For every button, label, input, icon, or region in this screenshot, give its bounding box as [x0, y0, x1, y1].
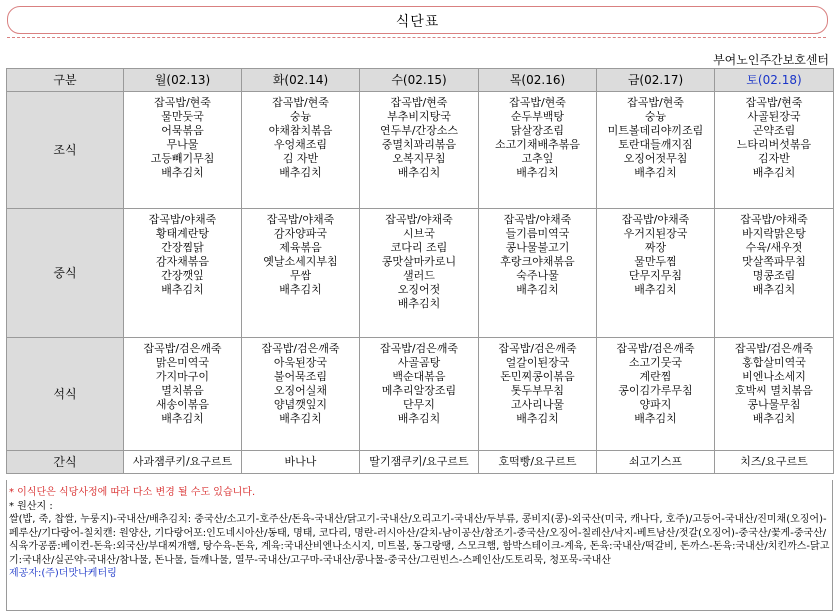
menu-item: 잡곡밥/검은깨죽: [616, 342, 695, 355]
menu-cell: [715, 209, 834, 338]
menu-item: 고사리나물: [510, 398, 565, 411]
menu-item: 가지마구이: [155, 370, 210, 383]
origin-label: * 원산지 :: [9, 500, 53, 512]
snack-cell: 쇠고기스프: [597, 451, 715, 474]
menu-item: 아욱된장국: [273, 356, 328, 369]
menu-item: 감자채볶음: [155, 255, 210, 268]
menu-item: 숭늉: [289, 110, 312, 123]
menu-item: 잡곡밥/야채죽: [148, 213, 217, 226]
menu-item: 제육볶음: [279, 241, 322, 254]
page-title: 식단표: [395, 14, 440, 30]
menu-item: 들기름미역국: [505, 227, 570, 240]
menu-cell: [124, 209, 242, 338]
menu-item: 느타리버섯볶음: [736, 138, 812, 151]
menu-item: 샐러드: [403, 269, 435, 282]
header-day-tue: 화(02.14): [242, 69, 360, 92]
menu-item: 홍합살미역국: [742, 356, 806, 369]
menu-item: 시브국: [403, 227, 435, 240]
menu-cell: [242, 92, 360, 209]
notes-section: [6, 480, 833, 611]
menu-item: 닭살장조림: [510, 124, 565, 137]
menu-item: 배추김치: [634, 283, 677, 296]
menu-item: 배추김치: [634, 166, 677, 179]
snack-cell: 바나나: [242, 451, 360, 474]
menu-item: 미트볼데리야끼조림: [607, 124, 704, 137]
menu-item: 고등빼기무침: [150, 152, 215, 165]
header-day-wed: 수(02.15): [360, 69, 479, 92]
menu-item: 사골된장국: [747, 110, 801, 123]
menu-item: 백순대볶음: [392, 370, 446, 383]
menu-cell: [597, 209, 715, 338]
row-label-snack: 간식: [7, 451, 124, 474]
menu-item: 잡곡밥/야채죽: [621, 213, 690, 226]
menu-item: 잡곡밥/검은깨죽: [379, 342, 459, 355]
menu-item: 배추김치: [752, 283, 796, 296]
menu-item: 옛날소세지부침: [263, 255, 338, 268]
menu-item: 우엉채조림: [273, 138, 328, 151]
menu-item: 콩맛살마카로니: [381, 255, 457, 268]
menu-item: 콩나물불고기: [505, 241, 570, 254]
lunch-row: [7, 209, 834, 338]
menu-item: 잡곡밥/현죽: [272, 96, 329, 109]
row-label-lunch: 중식: [7, 209, 124, 338]
menu-item: 비엔나소세지: [742, 370, 806, 383]
menu-item: 바지락맑은탕: [742, 227, 806, 240]
origin-details: 쌀(밥, 죽, 찹쌀, 누룽지)-국내산/배추김치: 중국산/소고기-호주산/돈육-국내산/닭고기-국내산/오리고기-국내산/두부류, 콩비지(콩)-외국산(미국, 캐나다, 호주)/고등어-국내산/진미채(오징어)-페루산/기다랑어-칠치캔: 원양산, 기다랑어포:인도네시아산/동태, 명태, 코다리, 명란-러시아산/갈치-남이공산/참조기-중국산/오징어-칠레산/낙지-베트남산/젓갈(오징어)-중국산/꽃게-중국산/식육가공품:베이컨-돈육:외국산/부대찌개햄, 탕수육-돈육, 계육:국내산비엔나소시지, 미트볼, 동그랑땡, 스모크햄, 함박스테이크-계육, 돈육:국내산/떡갈비, 돈까스-돈육:국내산/치킨까스-닭고기:국내산/실곤약-국내산/참나물, 돈나물, 들깨나물, 열무-국내산/고구마-국내산/콩나물-중국산/그린빈스-스페인산/도토리묵, 청포묵-국내산: [9, 514, 830, 566]
menu-item: 김자반: [758, 152, 790, 165]
menu-item: 호박씨 멸치볶음: [735, 384, 813, 397]
change-notice: * 이식단은 식당사정에 따라 다소 변경 될 수도 있습니다.: [9, 487, 256, 498]
menu-item: 양념깻잎지: [273, 398, 328, 411]
menu-item: 곤약조림: [752, 124, 796, 137]
row-label-dinner: 석식: [7, 338, 124, 451]
menu-item: 불어묵조림: [273, 370, 328, 383]
menu-item: 수육/새우젓: [745, 241, 803, 254]
title-divider: [7, 37, 826, 38]
menu-cell: [597, 338, 715, 451]
header-row: [7, 69, 834, 92]
snack-row: [7, 451, 834, 474]
menu-item: 황태계란탕: [155, 227, 210, 240]
menu-item: 돈민찌콩이볶음: [500, 370, 575, 383]
menu-cell: [715, 92, 834, 209]
menu-item: 배추김치: [397, 412, 441, 425]
menu-item: 고추잎: [521, 152, 554, 165]
menu-item: 메추리알장조림: [381, 384, 457, 397]
menu-item: 배추김치: [752, 166, 796, 179]
menu-cell: [715, 338, 834, 451]
snack-cell: 사과잼쿠키/요구르트: [124, 451, 242, 474]
menu-item: 잡곡밥/현죽: [154, 96, 211, 109]
menu-item: 숙주나물: [516, 269, 559, 282]
menu-item: 후랑크야채볶음: [500, 255, 575, 268]
provider-label: 제공자:(주)더맛나케터링: [9, 568, 117, 579]
menu-item: 배추김치: [279, 412, 322, 425]
menu-item: 연두부/간장소스: [379, 124, 459, 137]
menu-item: 배추김치: [161, 283, 204, 296]
organization-name: 부여노인주간보호센터: [713, 53, 829, 67]
header-day-sat: 토(02.18): [715, 69, 834, 92]
menu-item: 부추비지탕국: [387, 110, 451, 123]
header-day-mon: 월(02.13): [124, 69, 242, 92]
snack-cell: 딸기잼쿠키/요구르트: [360, 451, 479, 474]
menu-item: 토란대들깨지짐: [618, 138, 693, 151]
menu-item: 배추김치: [279, 166, 322, 179]
menu-item: 배추김치: [516, 283, 559, 296]
menu-cell: [124, 338, 242, 451]
title-banner: [7, 6, 828, 34]
menu-item: 얼갈이된장국: [505, 356, 570, 369]
menu-item: 우거지된장국: [623, 227, 688, 240]
menu-cell: [479, 209, 597, 338]
menu-item: 잡곡밥/검은깨죽: [261, 342, 340, 355]
menu-item: 단무지: [403, 398, 435, 411]
menu-item: 순두부백탕: [510, 110, 565, 123]
row-label-breakfast: 조식: [7, 92, 124, 209]
menu-item: 잡곡밥/야채죽: [385, 213, 453, 226]
menu-item: 배추김치: [516, 412, 559, 425]
menu-item: 잡곡밥/야채죽: [740, 213, 808, 226]
menu-item: 짜장: [644, 241, 667, 254]
menu-item: 간장깻잎: [161, 269, 204, 282]
menu-item: 단무지무침: [628, 269, 683, 282]
menu-cell: [360, 92, 479, 209]
menu-item: 어묵볶음: [161, 124, 204, 137]
menu-item: 소고기채배추볶음: [494, 138, 580, 151]
breakfast-row: [7, 92, 834, 209]
menu-item: 무나물: [166, 138, 199, 151]
menu-item: 배추김치: [397, 297, 441, 310]
menu-item: 양파지: [639, 398, 672, 411]
menu-item: 배추김치: [634, 412, 677, 425]
menu-item: 오징어젓: [397, 283, 441, 296]
menu-item: 물만둣국: [161, 110, 204, 123]
menu-item: 사골곰탕: [397, 356, 441, 369]
header-day-fri: 금(02.17): [597, 69, 715, 92]
menu-item: 새송이볶음: [155, 398, 210, 411]
menu-item: 잡곡밥/현죽: [390, 96, 448, 109]
menu-item: 맑은미역국: [155, 356, 210, 369]
menu-cell: [360, 209, 479, 338]
menu-item: 명콩조림: [752, 269, 796, 282]
menu-item: 배추김치: [279, 283, 322, 296]
menu-item: 코다리 조림: [390, 241, 448, 254]
menu-item: 톳두부무침: [510, 384, 565, 397]
menu-item: 잡곡밥/야채죽: [266, 213, 335, 226]
menu-item: 잡곡밥/야채죽: [503, 213, 572, 226]
menu-item: 숭늉: [644, 110, 667, 123]
menu-cell: [479, 338, 597, 451]
meal-plan-table: [6, 68, 834, 474]
menu-item: 잡곡밥/현죽: [745, 96, 803, 109]
menu-item: 오징어젓무침: [623, 152, 688, 165]
menu-item: 배추김치: [161, 412, 204, 425]
menu-item: 배추김치: [161, 166, 204, 179]
menu-item: 간장찜닭: [161, 241, 204, 254]
menu-item: 감자양파국: [273, 227, 328, 240]
menu-item: 배추김치: [516, 166, 559, 179]
menu-item: 배추김치: [397, 166, 441, 179]
menu-item: 야채참치볶음: [268, 124, 333, 137]
menu-item: 김 자반: [282, 152, 319, 165]
menu-item: 멸치볶음: [161, 384, 204, 397]
menu-cell: [479, 92, 597, 209]
menu-item: 배추김치: [752, 412, 796, 425]
menu-cell: [242, 209, 360, 338]
menu-item: 오복지무침: [392, 152, 446, 165]
menu-item: 계란찜: [639, 370, 672, 383]
menu-item: 소고기뭇국: [628, 356, 683, 369]
menu-item: 잡곡밥/현죽: [627, 96, 684, 109]
menu-item: 물만두찜: [634, 255, 677, 268]
menu-item: 무쌈: [289, 269, 312, 282]
snack-cell: 치즈/요구르트: [715, 451, 834, 474]
header-category: 구분: [7, 69, 124, 92]
menu-item: 맛살쪽파무침: [742, 255, 806, 268]
snack-cell: 호떡빵/요구르트: [479, 451, 597, 474]
dinner-row: [7, 338, 834, 451]
header-day-thu: 목(02.16): [479, 69, 597, 92]
menu-item: 잡곡밥/검은깨죽: [143, 342, 222, 355]
menu-cell: [124, 92, 242, 209]
menu-cell: [597, 92, 715, 209]
menu-item: 콩나물무침: [747, 398, 801, 411]
menu-item: 콩이김가루무침: [618, 384, 693, 397]
menu-item: 중멸치꽈리볶음: [381, 138, 457, 151]
menu-cell: [242, 338, 360, 451]
menu-item: 잡곡밥/검은깨죽: [498, 342, 577, 355]
menu-cell: [360, 338, 479, 451]
menu-item: 잡곡밥/검은깨죽: [734, 342, 814, 355]
menu-item: 잡곡밥/현죽: [509, 96, 566, 109]
menu-item: 오징어실채: [273, 384, 328, 397]
